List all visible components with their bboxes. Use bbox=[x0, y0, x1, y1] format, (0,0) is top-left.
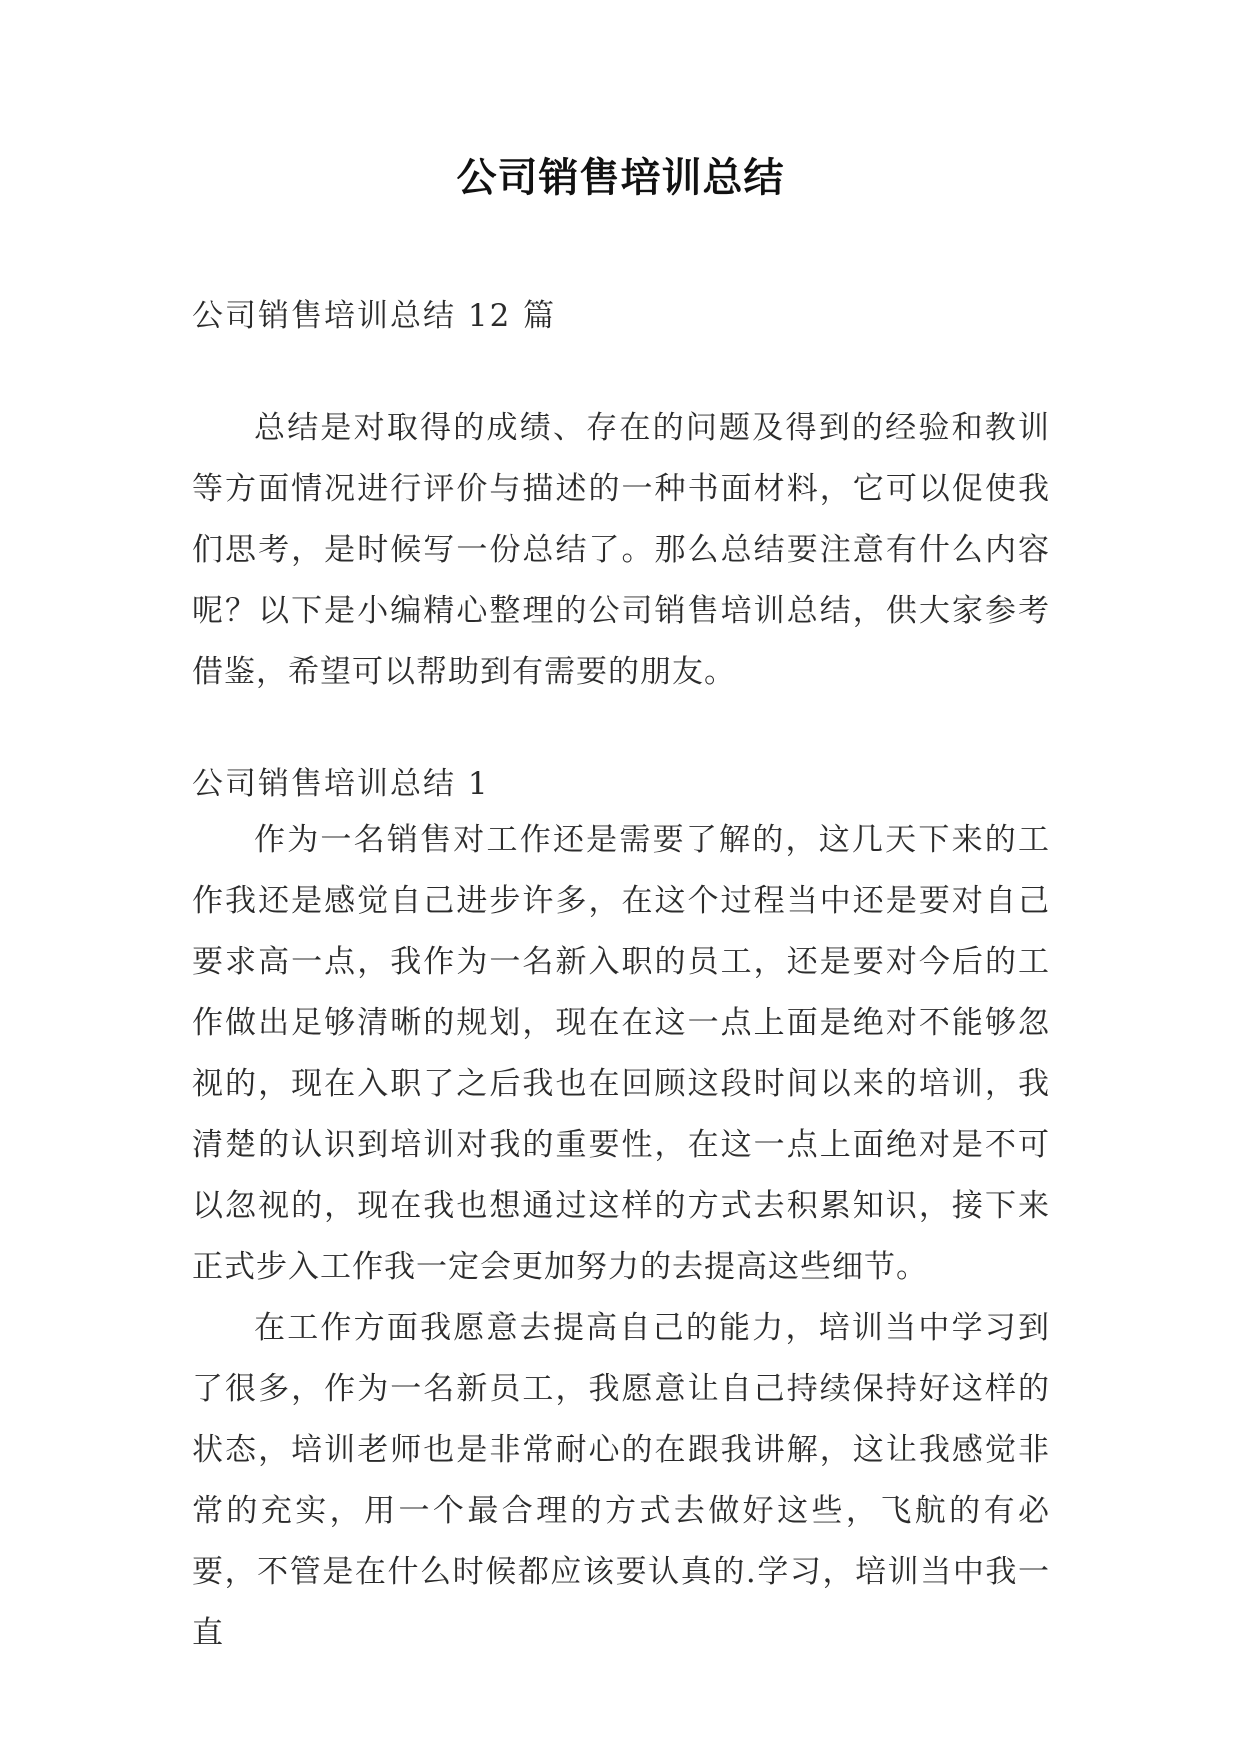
section-paragraph: 在工作方面我愿意去提高自己的能力，培训当中学习到了很多，作为一名新员工，我愿意让自己持续保持好这样的状态，培训老师也是非常耐心的在跟我讲解，这让我感觉非常的充实，用一个最合理的方式去做好这些，飞航的有必要，不管是在什么时候都应该要认真的.学习，培训当中我一直 bbox=[192, 1310, 1050, 1651]
document-title: 公司销售培训总结 bbox=[456, 155, 785, 201]
section-body bbox=[192, 810, 1050, 1664]
intro-paragraph: 总结是对取得的成绩、存在的问题及得到的经验和教训等方面情况进行评价与描述的一种书面材料，它可以促使我们思考，是时候写一份总结了。那么总结要注意有什么内容呢？以下是小编精心整理的公司销售培训总结，供大家参考借鉴，希望可以帮助到有需要的朋友。 bbox=[192, 410, 1050, 690]
section-heading: 公司销售培训总结 1 bbox=[192, 766, 490, 802]
document-subtitle: 公司销售培训总结 12 篇 bbox=[192, 298, 557, 334]
section-paragraph: 作为一名销售对工作还是需要了解的，这几天下来的工作我还是感觉自己进步许多，在这个过程当中还是要对自己要求高一点，我作为一名新入职的员工，还是要对今后的工作做出足够清晰的规划，现在在这一点上面是绝对不能够忽视的，现在入职了之后我也在回顾这段时间以来的培训，我清楚的认识到培训对我的重要性，在这一点上面绝对是不可以忽视的，现在我也想通过这样的方式去积累知识，接下来正式步入工作我一定会更加努力的去提高这些细节。 bbox=[192, 822, 1050, 1285]
intro-paragraph-block bbox=[192, 398, 1050, 703]
